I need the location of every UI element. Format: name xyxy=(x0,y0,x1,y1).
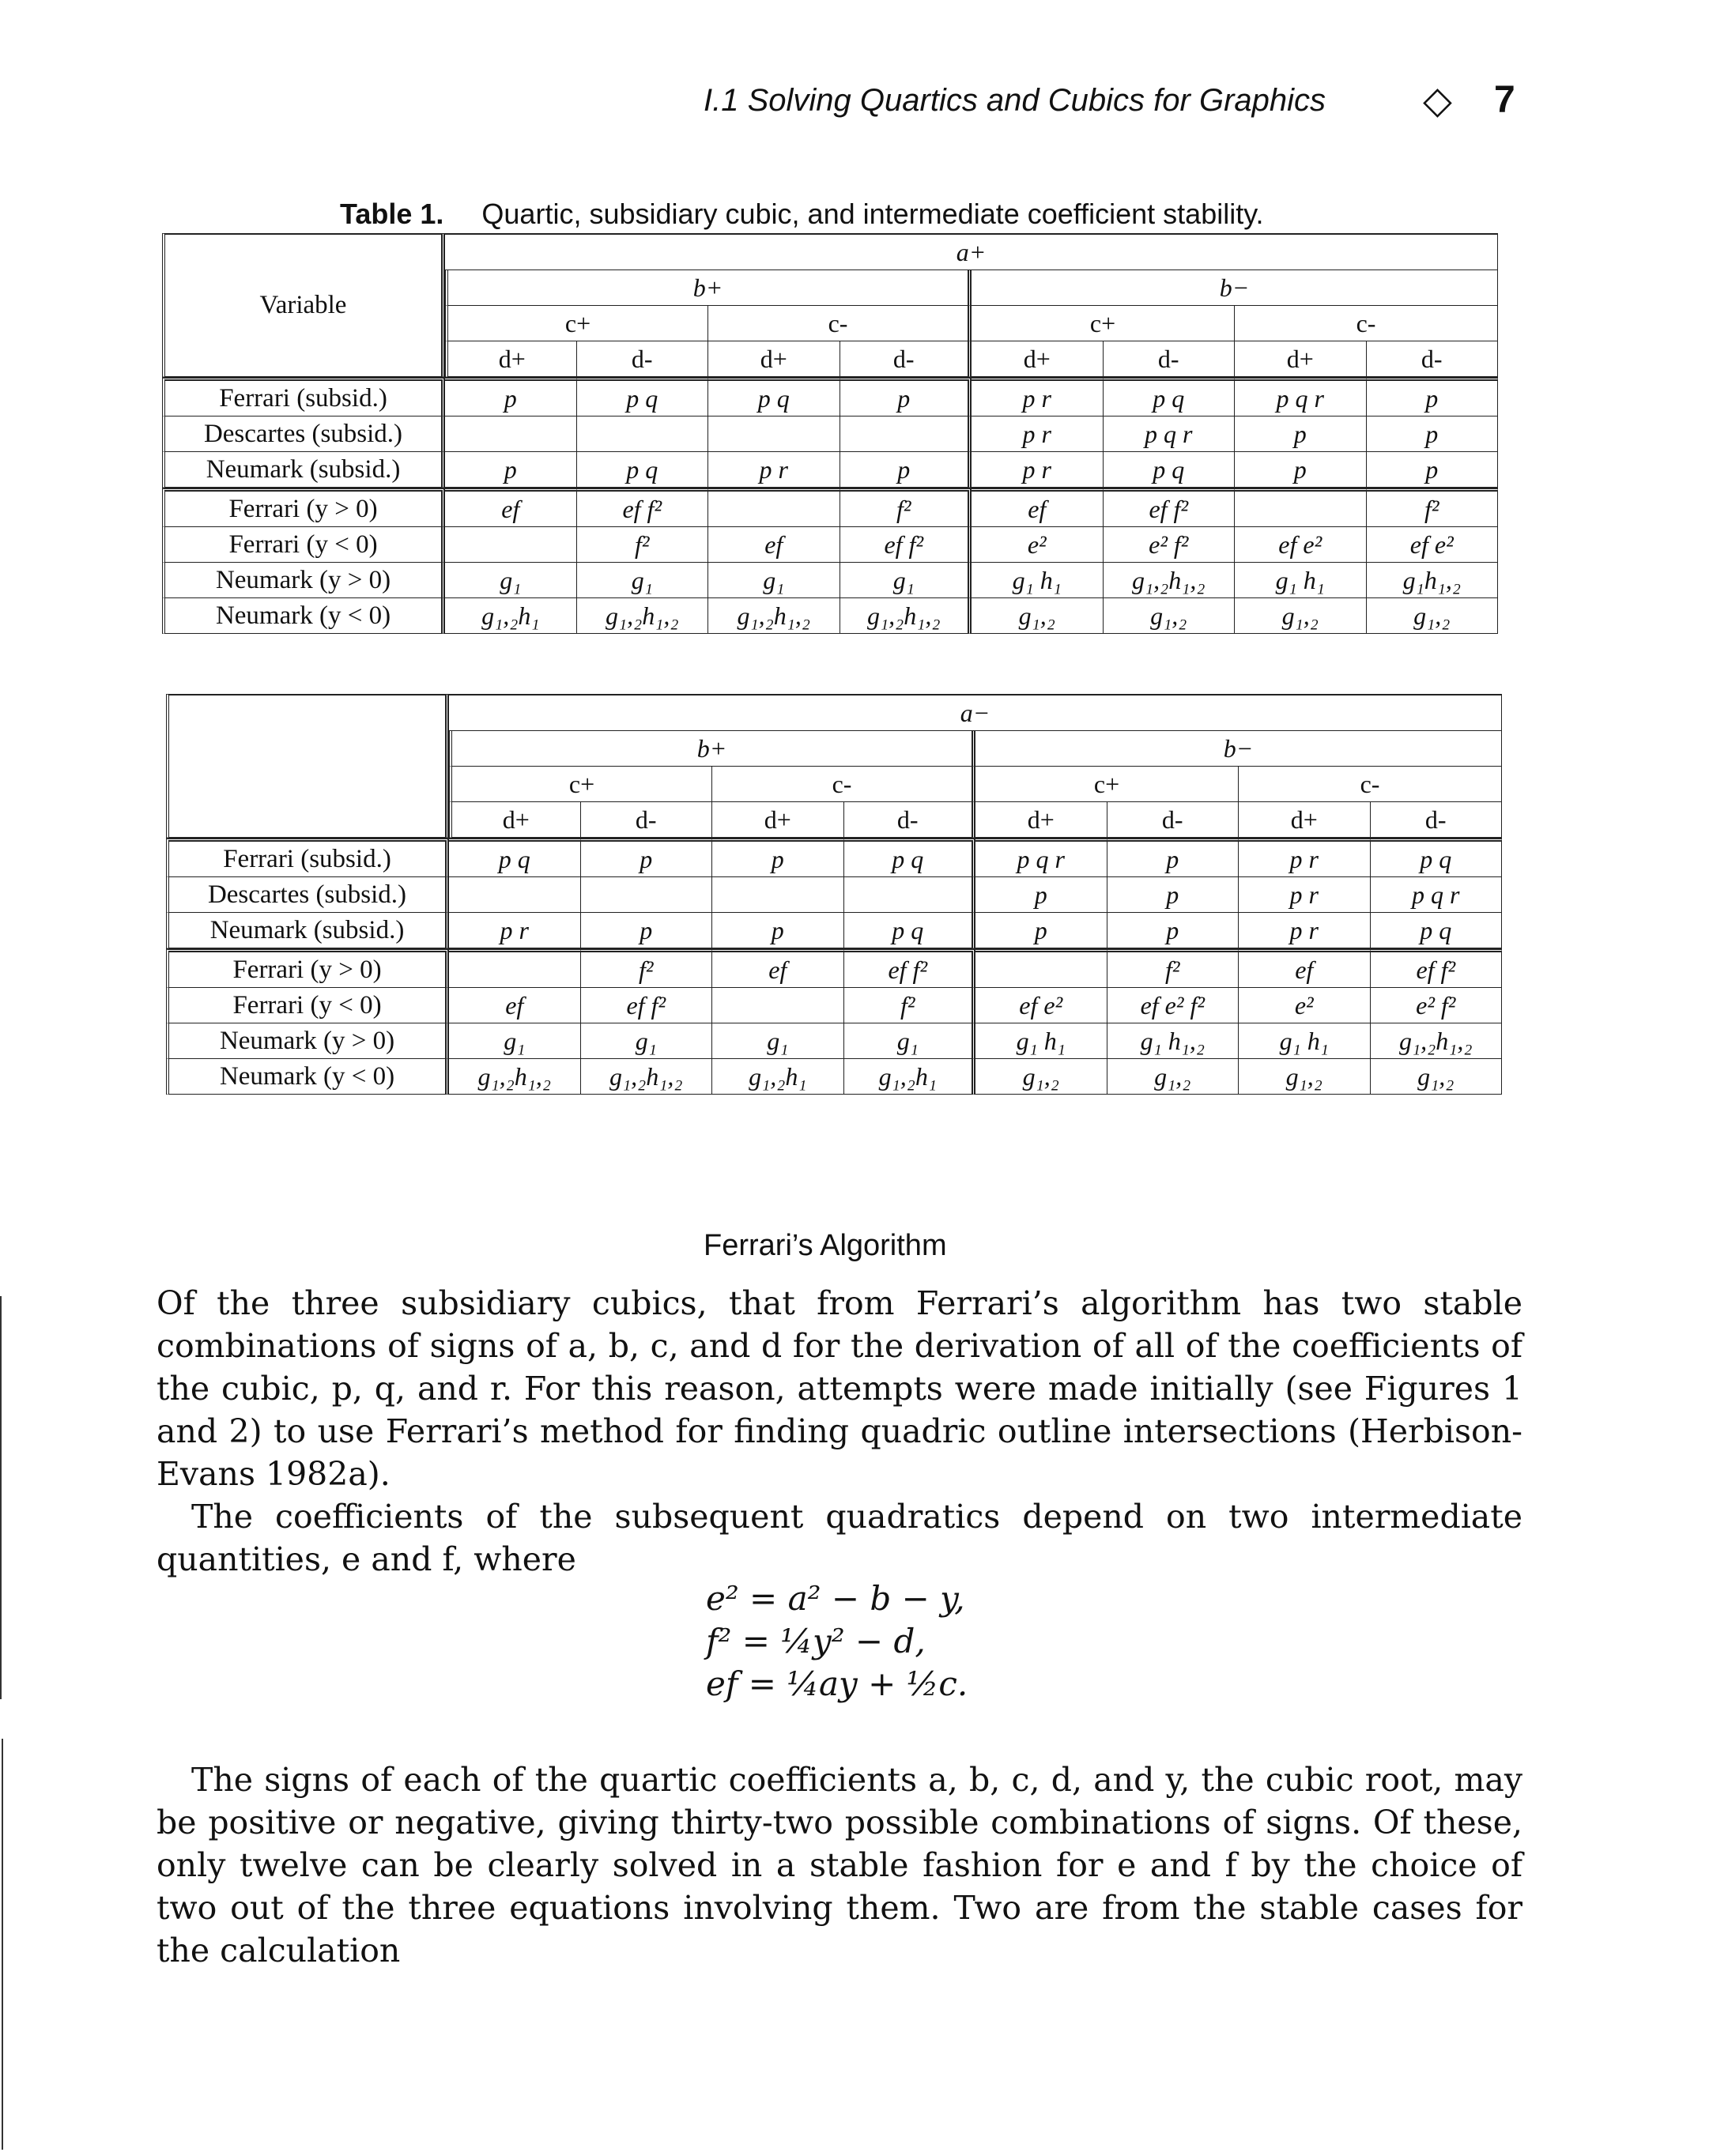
table-cell: g₁,₂ xyxy=(1104,598,1236,634)
table-row xyxy=(162,377,1498,416)
b-header: b− xyxy=(972,270,1498,306)
table-cell: f² xyxy=(1367,488,1499,527)
a-header: a+ xyxy=(445,233,1498,270)
table-row xyxy=(166,1059,1502,1095)
table-cell: p q xyxy=(577,452,709,488)
table-cell: p q r xyxy=(1104,416,1236,452)
table-cell: g₁ xyxy=(577,563,709,598)
table-cell: e² f² xyxy=(1104,527,1236,563)
d-header: d- xyxy=(581,802,713,838)
table-cell xyxy=(844,877,976,913)
table-cell: p q xyxy=(1371,838,1503,877)
table-cell: p r xyxy=(1239,913,1371,948)
table-cell: p q r xyxy=(975,838,1107,877)
table-cell: p q xyxy=(449,838,581,877)
row-label: Ferrari (y > 0) xyxy=(162,488,445,527)
table-row xyxy=(162,488,1498,527)
table-cell: e² xyxy=(972,527,1104,563)
row-label: Neumark (y > 0) xyxy=(166,1023,449,1059)
table-cell: p xyxy=(1107,913,1239,948)
table-cell: p xyxy=(445,377,577,416)
page-number: 7 xyxy=(1494,79,1515,121)
table-cell: p xyxy=(581,838,713,877)
d-header: d- xyxy=(840,341,972,377)
stability-table-a-minus xyxy=(166,694,1502,1095)
table-cell: p xyxy=(1235,416,1367,452)
table-row xyxy=(166,948,1502,988)
table-cell xyxy=(449,948,581,988)
table-row xyxy=(162,527,1498,563)
table-cell: f² xyxy=(840,488,972,527)
row-label: Neumark (y < 0) xyxy=(166,1059,449,1095)
table-cell: ef xyxy=(972,488,1104,527)
table-cell: g₁,₂h₁ xyxy=(712,1059,844,1095)
table-cell: p xyxy=(1367,377,1499,416)
left-margin-line xyxy=(0,1296,2,1699)
d-header: d+ xyxy=(1239,802,1371,838)
paragraph xyxy=(157,1282,1522,1581)
table-cell: ef f² xyxy=(581,988,713,1023)
row-label: Ferrari (y < 0) xyxy=(162,527,445,563)
table-cell: ef e² xyxy=(1367,527,1499,563)
table-cell: g₁ xyxy=(844,1023,976,1059)
table-cell: p r xyxy=(972,416,1104,452)
table-cell: g₁,₂h₁,₂ xyxy=(581,1059,713,1095)
d-header: d+ xyxy=(445,341,577,377)
table-cell xyxy=(449,877,581,913)
table-cell: p r xyxy=(449,913,581,948)
table-cell: g₁ h₁ xyxy=(972,563,1104,598)
caption-label: Table 1. xyxy=(340,198,444,230)
table-row xyxy=(166,988,1502,1023)
c-header: c+ xyxy=(449,767,712,802)
table-cell: ef e² xyxy=(975,988,1107,1023)
table-cell: g₁,₂ xyxy=(1367,598,1499,634)
table-cell: f² xyxy=(577,527,709,563)
table-cell: g₁,₂ xyxy=(1235,598,1367,634)
d-header: d+ xyxy=(708,341,840,377)
table-cell: p xyxy=(1107,877,1239,913)
paragraph-1: Of the three subsidiary cubics, that from Ferrari’s algorithm has two stable combinations of signs of a, b, c, and d for the derivation of all of the coefficients of the cubic, p, q, and r. For this reason, attempts were made initially (see Figures 1 and 2) to use Ferrari’s method for finding quadric outline intersections (Herbison-Evans 1982a). xyxy=(157,1284,1522,1493)
diamond-icon: ◇ xyxy=(1423,80,1452,122)
table-cell: e² xyxy=(1239,988,1371,1023)
section-title: Ferrari’s Algorithm xyxy=(704,1229,947,1262)
table-cell: g₁ h₁ xyxy=(975,1023,1107,1059)
table-cell: g₁,₂h₁,₂ xyxy=(1104,563,1236,598)
c-header: c- xyxy=(708,306,972,341)
equation-f2: f² = ¼y² − d, xyxy=(706,1622,926,1660)
table-cell: g₁h₁,₂ xyxy=(1367,563,1499,598)
left-margin-line xyxy=(2,1739,3,2150)
table-row xyxy=(162,416,1498,452)
paragraph xyxy=(157,1758,1522,1972)
d-header: d- xyxy=(844,802,976,838)
table-cell: ef xyxy=(712,948,844,988)
equation-e2: e² = a² − b − y, xyxy=(706,1579,965,1618)
table-cell: ef f² xyxy=(1104,488,1236,527)
d-header: d+ xyxy=(975,802,1107,838)
table-cell: p q xyxy=(1371,913,1503,948)
table-cell: p xyxy=(1367,452,1499,488)
table-cell: g₁,₂ xyxy=(975,1059,1107,1095)
table-caption xyxy=(340,198,1264,231)
table-cell: p q xyxy=(577,377,709,416)
table-row xyxy=(162,452,1498,488)
table-cell: f² xyxy=(581,948,713,988)
table-cell: p xyxy=(840,377,972,416)
table-cell: f² xyxy=(1107,948,1239,988)
table-cell: p xyxy=(1367,416,1499,452)
d-header: d+ xyxy=(712,802,844,838)
running-head xyxy=(704,79,1534,130)
b-header: b− xyxy=(975,731,1502,767)
paragraph-3: The signs of each of the quartic coefficients a, b, c, d, and y, the cubic root, may be positive or negative, giving thirty-two possible combinations of signs. Of these, only twelve can be clearly solved in a stable fashion for e and f by the choice of two out of the three equations involving them. Two are from the stable cases for the calculation xyxy=(157,1761,1522,1969)
table-cell: p xyxy=(975,913,1107,948)
table-cell: g₁ xyxy=(712,1023,844,1059)
row-label: Descartes (subsid.) xyxy=(162,416,445,452)
table-cell: g₁,₂ xyxy=(1107,1059,1239,1095)
table-row xyxy=(166,1023,1502,1059)
a-header: a− xyxy=(449,694,1502,731)
table-cell: g₁,₂ xyxy=(1371,1059,1503,1095)
table-cell: f² xyxy=(844,988,976,1023)
d-header: d- xyxy=(1367,341,1499,377)
row-label: Neumark (y > 0) xyxy=(162,563,445,598)
table-cell: g₁,₂ xyxy=(1239,1059,1371,1095)
c-header: c- xyxy=(712,767,975,802)
table-cell xyxy=(581,877,713,913)
table-cell xyxy=(445,527,577,563)
table-cell: p xyxy=(712,913,844,948)
table-cell: g₁,₂h₁ xyxy=(445,598,577,634)
table-cell: ef f² xyxy=(1371,948,1503,988)
table-row xyxy=(166,877,1502,913)
stability-table-a-plus xyxy=(162,233,1498,634)
table-cell: p xyxy=(1107,838,1239,877)
table-cell xyxy=(1235,488,1367,527)
table-cell: p xyxy=(712,838,844,877)
table-cell: p q r xyxy=(1235,377,1367,416)
table-cell: p xyxy=(581,913,713,948)
table-cell: ef xyxy=(449,988,581,1023)
d-header: d+ xyxy=(972,341,1104,377)
table-cell: g₁ xyxy=(840,563,972,598)
table-row xyxy=(162,598,1498,634)
table-cell: ef xyxy=(1239,948,1371,988)
table-cell: p xyxy=(1235,452,1367,488)
table-cell xyxy=(840,416,972,452)
table-cell: g₁,₂h₁,₂ xyxy=(449,1059,581,1095)
table-cell: ef f² xyxy=(844,948,976,988)
b-header: b+ xyxy=(445,270,972,306)
table-cell: ef f² xyxy=(840,527,972,563)
b-header: b+ xyxy=(449,731,975,767)
table-cell: p q xyxy=(1104,377,1236,416)
table-cell: g₁,₂h₁,₂ xyxy=(708,598,840,634)
table-cell: ef xyxy=(708,527,840,563)
table-cell xyxy=(708,416,840,452)
table-cell: p q xyxy=(1104,452,1236,488)
row-label: Ferrari (subsid.) xyxy=(166,838,449,877)
table-cell: g₁ xyxy=(708,563,840,598)
table-cell: p q xyxy=(708,377,840,416)
running-head-title: I.1 Solving Quartics and Cubics for Graphics xyxy=(704,83,1326,118)
table-cell: g₁ xyxy=(449,1023,581,1059)
table-cell xyxy=(577,416,709,452)
table-cell: g₁ h₁ xyxy=(1239,1023,1371,1059)
d-header: d- xyxy=(1107,802,1239,838)
table-cell xyxy=(975,948,1107,988)
table-cell: g₁ xyxy=(445,563,577,598)
table-cell: p r xyxy=(972,377,1104,416)
table-row xyxy=(162,563,1498,598)
table-cell xyxy=(712,877,844,913)
row-label: Ferrari (y > 0) xyxy=(166,948,449,988)
table-cell: g₁ xyxy=(581,1023,713,1059)
c-header: c- xyxy=(1239,767,1502,802)
table-cell: p xyxy=(975,877,1107,913)
c-header: c+ xyxy=(445,306,708,341)
table-cell: p r xyxy=(1239,838,1371,877)
d-header: d- xyxy=(577,341,709,377)
c-header: c+ xyxy=(975,767,1239,802)
equation-ef: ef = ¼ay + ½c. xyxy=(706,1664,968,1703)
c-header: c- xyxy=(1235,306,1498,341)
d-header: d- xyxy=(1371,802,1503,838)
row-label: Neumark (subsid.) xyxy=(162,452,445,488)
row-label: Ferrari (y < 0) xyxy=(166,988,449,1023)
d-header: d- xyxy=(1104,341,1236,377)
table-cell: g₁,₂h₁ xyxy=(844,1059,976,1095)
row-label: Neumark (y < 0) xyxy=(162,598,445,634)
table-cell: p q xyxy=(844,913,976,948)
row-label: Neumark (subsid.) xyxy=(166,913,449,948)
table-cell: g₁,₂h₁,₂ xyxy=(577,598,709,634)
row-label: Descartes (subsid.) xyxy=(166,877,449,913)
table-cell: p xyxy=(840,452,972,488)
table-cell: g₁,₂h₁,₂ xyxy=(840,598,972,634)
table-cell: g₁,₂h₁,₂ xyxy=(1371,1023,1503,1059)
table-cell xyxy=(445,416,577,452)
table-cell xyxy=(712,988,844,1023)
caption-text: Quartic, subsidiary cubic, and intermediate coefficient stability. xyxy=(481,198,1264,230)
table-cell: p q r xyxy=(1371,877,1503,913)
table-cell: p r xyxy=(972,452,1104,488)
d-header: d+ xyxy=(449,802,581,838)
table-cell: p r xyxy=(1239,877,1371,913)
variable-header xyxy=(166,694,449,838)
table-cell: ef xyxy=(445,488,577,527)
variable-header: Variable xyxy=(162,233,445,377)
table-cell: g₁ h₁ xyxy=(1235,563,1367,598)
table-cell xyxy=(708,488,840,527)
table-cell: p r xyxy=(708,452,840,488)
table-cell: e² f² xyxy=(1371,988,1503,1023)
table-cell: p q xyxy=(844,838,976,877)
c-header: c+ xyxy=(972,306,1235,341)
table-cell: ef f² xyxy=(577,488,709,527)
d-header: d+ xyxy=(1235,341,1367,377)
table-cell: ef e² f² xyxy=(1107,988,1239,1023)
paragraph-2: The coefficients of the subsequent quadratics depend on two intermediate quantities, e and f, where xyxy=(157,1498,1522,1578)
table-cell: g₁,₂ xyxy=(972,598,1104,634)
table-row xyxy=(166,838,1502,877)
table-cell: ef e² xyxy=(1235,527,1367,563)
table-row xyxy=(166,913,1502,948)
table-cell: p xyxy=(445,452,577,488)
table-cell: g₁ h₁,₂ xyxy=(1107,1023,1239,1059)
row-label: Ferrari (subsid.) xyxy=(162,377,445,416)
